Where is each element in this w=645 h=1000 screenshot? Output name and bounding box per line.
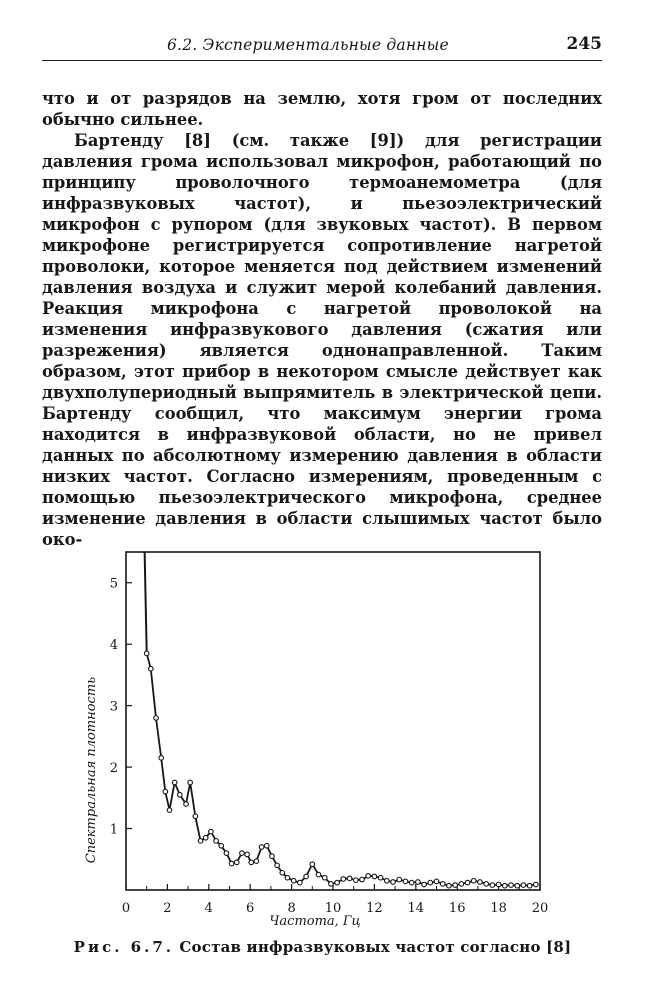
- data-point: [172, 780, 177, 785]
- data-point: [149, 666, 154, 671]
- data-point: [322, 875, 327, 880]
- data-point: [496, 882, 501, 887]
- x-tick-label: 16: [448, 901, 466, 916]
- data-point: [178, 792, 183, 797]
- data-point: [416, 880, 421, 885]
- data-point: [347, 876, 352, 881]
- spectrum-chart: [0, 540, 645, 935]
- data-point: [453, 883, 458, 888]
- data-point: [521, 883, 526, 888]
- data-point: [409, 880, 414, 885]
- y-tick-label: 1: [109, 822, 118, 838]
- data-point: [484, 882, 489, 887]
- x-tick-label: 0: [121, 901, 131, 916]
- data-point: [249, 860, 254, 865]
- data-point: [465, 880, 470, 885]
- y-tick-label: 4: [109, 638, 118, 654]
- data-point: [372, 874, 377, 879]
- data-point: [285, 875, 290, 880]
- y-tick-label: 2: [109, 761, 118, 777]
- data-point: [310, 862, 315, 867]
- x-tick-label: 2: [163, 901, 172, 916]
- data-point: [280, 870, 285, 875]
- paragraph-1: что и от разрядов на землю, хотя гром от последних обычно сильнее.: [42, 89, 602, 129]
- data-point: [385, 878, 390, 883]
- data-point: [229, 861, 234, 866]
- figure-caption: [0, 938, 645, 956]
- data-point: [198, 839, 203, 844]
- data-point: [341, 877, 346, 882]
- data-point: [329, 882, 334, 887]
- data-point: [245, 852, 250, 857]
- x-tick-label: 4: [204, 901, 213, 916]
- data-point: [259, 845, 264, 850]
- series-start-segment: [145, 552, 147, 653]
- data-point: [270, 854, 275, 859]
- x-tick-label: 14: [407, 901, 425, 916]
- data-point: [378, 875, 383, 880]
- running-header: [42, 26, 602, 61]
- data-point: [209, 829, 214, 834]
- data-point: [219, 843, 224, 848]
- data-point: [298, 880, 303, 885]
- data-point: [224, 851, 229, 856]
- chart-axes: [110, 577, 549, 916]
- data-point: [391, 880, 396, 885]
- data-point: [254, 859, 259, 864]
- data-point: [459, 882, 464, 887]
- data-point: [434, 879, 439, 884]
- x-axis-label: Частота, Гц: [269, 914, 361, 929]
- y-tick-label: 5: [109, 576, 118, 592]
- body-text: [42, 88, 602, 550]
- data-point: [397, 877, 402, 882]
- data-point: [335, 880, 340, 885]
- y-axis-label: Спектральная плотность: [84, 676, 99, 864]
- caption-label: Рис. 6.7.: [73, 938, 174, 956]
- data-point: [154, 716, 159, 721]
- x-tick-label: 20: [531, 901, 549, 916]
- data-point: [509, 883, 514, 888]
- data-point: [275, 863, 280, 868]
- data-point: [360, 877, 365, 882]
- x-tick-label: 6: [246, 901, 255, 916]
- data-point: [304, 874, 309, 879]
- section-title: 6.2. Экспериментальные данные: [167, 36, 449, 54]
- data-point: [527, 883, 532, 888]
- data-point: [234, 860, 239, 865]
- paragraph-2: Бартенду [8] (см. также [9]) для регистрации давления грома использовал микрофон, работающий по принципу проволочного термоанемометра (для инфразвуковых частот), и пьезоэлектрический микрофон с рупором (для звуковых частот). В первом микрофоне регистрируется сопротивление нагретой проволоки, которое меняется под действием изменений давления воздуха и служит мерой колебаний давления. Реакция микрофона с нагретой проволокой на изменения инфразвукового давления (сжатия или разрежения) является однонаправленной. Таким образом, этот прибор в некотором смысле действует как двухполупериодный выпрямитель в электрической цепи. Бартенду сообщил, что максимум энергии грома находится в инфразвуковой области, но не привел данных по абсолютному измерению давления в области низких частот. Согласно измерениям, проведенным с помощью пьезоэлектрического микрофона, среднее изменение давления в области слышимых частот было око-: [42, 131, 602, 549]
- data-point: [316, 872, 321, 877]
- page-number: 245: [566, 34, 602, 54]
- x-tick-label: 12: [366, 901, 383, 916]
- data-point: [193, 814, 198, 819]
- y-tick-label: 3: [109, 699, 118, 715]
- chart-series: [145, 552, 536, 886]
- plot-frame: [126, 552, 540, 890]
- data-point: [264, 843, 269, 848]
- data-point: [403, 879, 408, 884]
- data-point: [240, 851, 245, 856]
- x-tick-label: 10: [324, 901, 342, 916]
- chart-points: [144, 651, 538, 888]
- data-point: [203, 835, 208, 840]
- data-point: [214, 839, 219, 844]
- caption-text: Состав инфразвуковых частот согласно [8]: [179, 938, 572, 956]
- data-point: [515, 883, 520, 888]
- data-point: [188, 780, 193, 785]
- data-point: [471, 878, 476, 883]
- data-point: [167, 808, 172, 813]
- data-point: [144, 651, 149, 656]
- series-line: [147, 653, 536, 885]
- data-point: [440, 882, 445, 887]
- data-point: [159, 756, 164, 761]
- x-tick-label: 8: [287, 901, 296, 916]
- data-point: [478, 880, 483, 885]
- data-point: [534, 882, 539, 887]
- data-point: [490, 883, 495, 888]
- data-point: [447, 883, 452, 888]
- data-point: [503, 883, 508, 888]
- data-point: [428, 880, 433, 885]
- data-point: [366, 874, 371, 879]
- data-point: [422, 882, 427, 887]
- data-point: [353, 878, 358, 883]
- data-point: [163, 789, 168, 794]
- data-point: [184, 802, 189, 807]
- x-tick-label: 18: [490, 901, 507, 916]
- data-point: [291, 878, 296, 883]
